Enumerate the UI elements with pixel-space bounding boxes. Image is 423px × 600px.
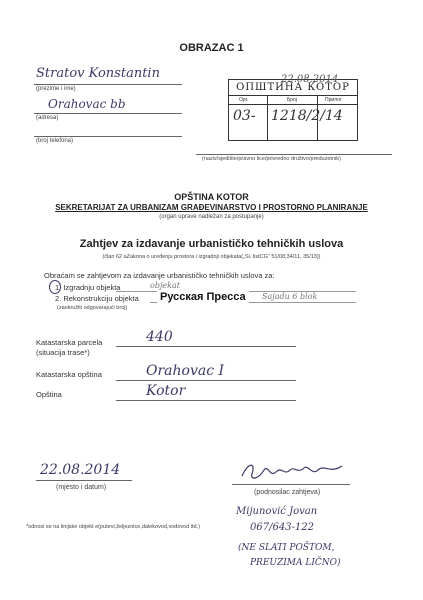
authority-department: SEKRETARIJAT ZA URBANIZAM GRAĐEVINARSTVO I PROSTORNO PLANIRANJE bbox=[55, 203, 368, 212]
field-cadastral-parcel-sublabel: (situacija trase*) bbox=[36, 348, 90, 357]
proxy-line bbox=[196, 154, 392, 155]
handwritten-purpose: objekat bbox=[150, 281, 180, 290]
field-municipality-label: Opština bbox=[36, 390, 62, 399]
registry-stamp bbox=[228, 74, 358, 141]
request-title: Zahtjev za izdavanje urbanističko tehničkih uslova bbox=[79, 238, 344, 250]
stamp-date: 22.08.2014 bbox=[281, 74, 339, 85]
field-cadastral-municipality-line bbox=[116, 380, 296, 381]
stamp-col-org: Орг. bbox=[239, 97, 249, 103]
applicant-name-caption: (prezime i ime) bbox=[36, 86, 76, 92]
field-cadastral-parcel-value: 440 bbox=[146, 329, 173, 345]
applicant-phone-line bbox=[34, 136, 182, 137]
stamp-title: ОПШТИНА КОТОР bbox=[236, 82, 350, 93]
request-intro: Obraćam se zahtjevom za izdavanje urbanističko tehničkih uslova za: bbox=[44, 271, 275, 280]
field-cadastral-parcel-line bbox=[116, 346, 296, 347]
applicant-name-line bbox=[34, 84, 182, 85]
authority-caption: (organ uprave nadležan za postupanje) bbox=[159, 214, 264, 220]
signature-caption: (podnosilac zahtjeva) bbox=[254, 489, 321, 496]
field-cadastral-parcel-label: Katastarska parcela bbox=[36, 338, 103, 347]
form-title: OBRAZAC 1 bbox=[179, 42, 244, 54]
place-date-caption: (mjesto i datum) bbox=[56, 484, 107, 491]
selected-option-circle bbox=[49, 280, 61, 294]
applicant-address-line bbox=[34, 113, 182, 114]
stamp-number-prefix: 03- bbox=[233, 108, 256, 124]
request-option-caption: (zaokružiti odgovarajući broj) bbox=[57, 305, 128, 311]
signature-line bbox=[232, 484, 350, 485]
handwritten-note-line-4: PREUZIMA LIČNO) bbox=[250, 558, 341, 568]
field-municipality-value: Kotor bbox=[146, 383, 186, 399]
authority-name: OPŠTINA KOTOR bbox=[174, 192, 249, 202]
applicant-address-caption: (adresa) bbox=[36, 115, 59, 121]
field-municipality-line bbox=[116, 400, 296, 401]
handwritten-note-line-3: (NE SLATI POŠTOM, bbox=[238, 543, 335, 553]
place-date-value: 22.08.2014 bbox=[40, 462, 121, 478]
stamp-col-attachment: Прилог bbox=[325, 97, 342, 103]
handwritten-note-line-1: Mijunović Jovan bbox=[236, 506, 318, 517]
stamp-col-number: Број bbox=[287, 97, 297, 103]
proxy-caption: (naziv/sjedište/pravno lice/privredno društvo/preduzetnik) bbox=[202, 156, 341, 162]
place-date-line bbox=[36, 480, 132, 481]
russian-press-badge: Русская Пресса bbox=[157, 291, 249, 303]
applicant-phone-caption: (broj telefona) bbox=[36, 138, 74, 144]
footnote: *odnosi se na linijske objekt e(putevi,željeznice,dalekovod,vodovod itd.) bbox=[26, 524, 200, 530]
handwritten-note-line-2: 067/643-122 bbox=[250, 522, 315, 533]
request-legal-basis: (član 62 aZakona o uređenju prostora i izgradnji objekata(„Sl. listCG" 51/08,34/11, 35/13)) bbox=[102, 254, 321, 260]
field-cadastral-municipality-label: Katastarska opština bbox=[36, 370, 102, 379]
handwritten-purpose-2: Sajadu 6 blok bbox=[262, 292, 318, 301]
applicant-name: Stratov Konstantin bbox=[36, 66, 160, 81]
request-option-1: 1. Izgradnju objekta bbox=[55, 283, 121, 292]
stamp-number-value: 1218/2/14 bbox=[271, 108, 343, 124]
field-cadastral-municipality-value: Orahovac I bbox=[146, 363, 225, 379]
applicant-signature bbox=[238, 458, 348, 486]
request-option-2: 2. Rekonstrukciju objekta bbox=[55, 294, 139, 303]
applicant-address: Orahovac bb bbox=[48, 97, 126, 111]
